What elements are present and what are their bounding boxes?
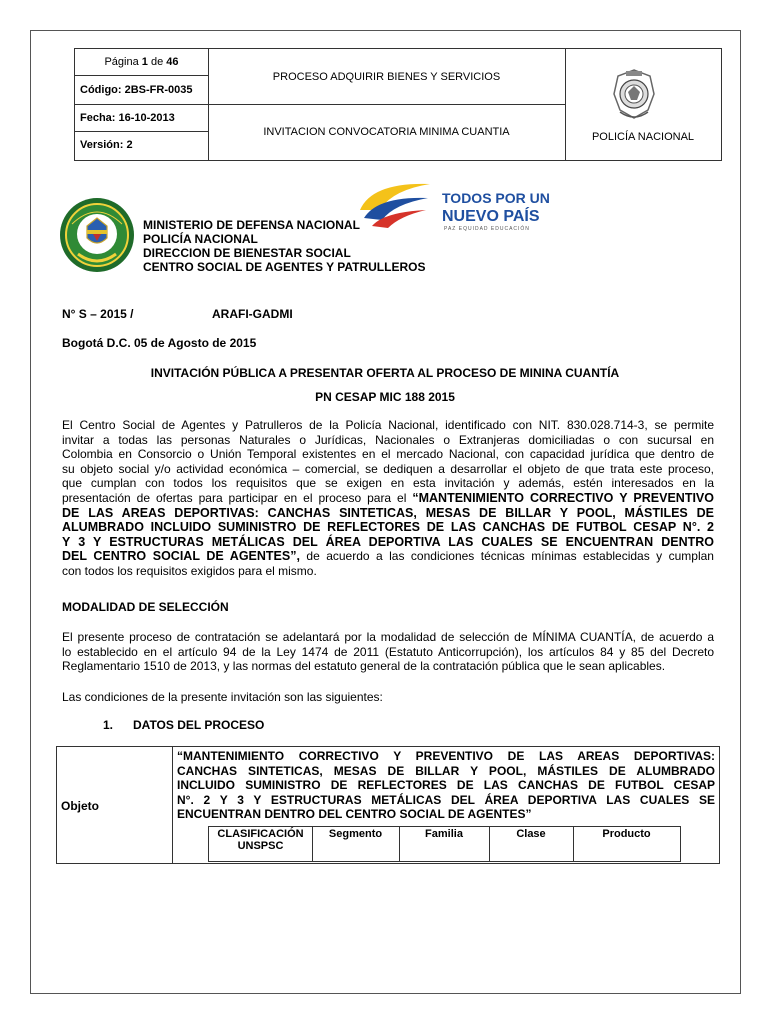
column-header-clase: Clase: [516, 828, 546, 840]
ministry-line: DIRECCION DE BIENESTAR SOCIAL: [143, 246, 351, 260]
paragraph-line: su objeto social y/o actividad económica – comercial, se dediquen a desarrollar el objeto de que trata este proceso,: [62, 461, 714, 476]
objeto-line: CANCHAS SINTETICAS, MESAS DE BILLAR Y POOL, MÁSTILES DE ALUMBRADO: [177, 763, 715, 778]
process-name: PROCESO ADQUIRIR BIENES Y SERVICIOS: [272, 71, 501, 83]
project-title-fragment: “MANTENIMIENTO CORRECTIVO Y PREVENTIVO: [412, 490, 714, 505]
invitation-type: INVITACION CONVOCATORIA MINIMA CUANTIA: [263, 126, 510, 138]
paragraph-line: [62, 491, 714, 506]
svg-text:PAZ EQUIDAD EDUCACIÓN: PAZ EQUIDAD EDUCACIÓN: [444, 226, 530, 232]
objeto-line: N°. 2 Y 3 Y ESTRUCTURAS METÁLICAS DEL ÁREA DEPORTIVA LAS CUALES SE: [177, 792, 715, 807]
entity-name: POLICÍA NACIONAL: [591, 131, 695, 143]
paragraph-line: El Centro Social de Agentes y Patrulleros de la Policía Nacional, identificado con NIT. 830.028.714-3, se permite: [62, 418, 714, 432]
column-header-clasificacion: [209, 828, 312, 861]
ministry-line: CENTRO SOCIAL DE AGENTES Y PATRULLEROS: [143, 260, 426, 274]
document-number: N° S – 2015 /: [62, 307, 134, 321]
place-date: Bogotá D.C. 05 de Agosto de 2015: [62, 336, 257, 350]
project-title-line: DE LAS AREAS DEPORTIVAS: CANCHAS SINTETICAS, MESAS DE BILLAR Y POOL, MÁSTILES DE: [62, 505, 714, 520]
svg-text:TODOS POR UN: TODOS POR UN: [442, 190, 550, 206]
police-seal-icon: [58, 196, 136, 274]
invitation-title: INVITACIÓN PÚBLICA A PRESENTAR OFERTA AL PROCESO DE MININA CUANTÍA: [150, 366, 620, 380]
intro-paragraph: [62, 418, 714, 579]
paragraph-line: lo establecido en el artículo 94 de la Ley 1474 de 2011 (Estatuto Anticorrupción), los artículos 84 y 85 del Decreto: [62, 644, 714, 659]
objeto-line: “MANTENIMIENTO CORRECTIVO Y PREVENTIVO DE LAS AREAS DEPORTIVAS:: [177, 749, 715, 763]
project-title-line: ALUMBRADO INCLUIDO SUMINISTRO DE REFLECTORES DE LAS CANCHAS DE FUTBOL CESAP N°. 2: [62, 520, 714, 535]
paragraph-line: con todos los requisitos exigidos para el mismo.: [62, 563, 317, 578]
paragraph-line: que cumplan con todos los requisitos que se exigen en esta invitación y además, estén interesados en la: [62, 476, 714, 491]
project-title-fragment: DEL CENTRO SOCIAL DE AGENTES”,: [62, 549, 300, 564]
document-code: Código: 2BS-FR-0035: [80, 84, 193, 96]
todos-por-un-nuevo-pais-logo: [358, 180, 568, 232]
paragraph-line: Colombia en Consorcio o Unión Temporal existentes en el mercado Nacional, con capacidad jurídica que dentro de: [62, 447, 714, 462]
paragraph-line: Reglamentario 1510 de 2013, y las normas del estatuto general de la contratación pública que le sean aplicables.: [62, 659, 666, 674]
paragraph-line: invitar a todas las personas Naturales o Jurídicas, Nacionales o Extranjeras domiciliadas o con sucursal en: [62, 432, 714, 447]
process-code-title: PN CESAP MIC 188 2015: [315, 390, 455, 404]
section-title-datos: DATOS DEL PROCESO: [133, 718, 265, 732]
paragraph-fragment: de acuerdo a las condiciones técnicas mínimas establecidas y cumplan: [299, 549, 714, 564]
process-data-table: [56, 746, 720, 864]
objeto-line: ENCUENTRAN DENTRO DEL CENTRO SOCIAL DE AGENTES”: [177, 807, 532, 821]
ministry-line: MINISTERIO DE DEFENSA NACIONAL: [143, 218, 360, 232]
ministry-line: POLICÍA NACIONAL: [143, 232, 258, 246]
section-heading-modalidad: MODALIDAD DE SELECCIÓN: [62, 600, 229, 614]
unspsc-table: [208, 826, 681, 862]
column-header-line: CLASIFICACIÓN: [217, 828, 304, 840]
column-header-producto: Producto: [602, 828, 651, 840]
section-number: 1.: [103, 718, 114, 732]
paragraph-line: El presente proceso de contratación se adelantará por la modalidad de selección de MÍNIMA CUANTÍA, de acuerdo a: [62, 630, 714, 644]
objeto-label: Objeto: [61, 799, 99, 813]
police-seal-small-icon: [610, 68, 658, 120]
document-date: Fecha: 16-10-2013: [80, 112, 175, 124]
column-header-familia: Familia: [425, 828, 463, 840]
document-version: Versión: 2: [80, 139, 133, 151]
objeto-value: [177, 749, 715, 822]
project-title-line: Y 3 Y ESTRUCTURAS METÁLICAS DEL ÁREA DEPORTIVA LAS CUALES SE ENCUENTRAN DENTRO: [62, 534, 714, 549]
conditions-intro: Las condiciones de la presente invitación son las siguientes:: [62, 690, 383, 704]
objeto-line: INCLUIDO SUMINISTRO DE REFLECTORES DE LAS CANCHAS DE FUTBOL CESAP: [177, 778, 715, 792]
modalidad-paragraph: [62, 630, 714, 674]
column-header-segmento: Segmento: [328, 828, 383, 840]
paragraph-line: [62, 549, 714, 564]
svg-text:NUEVO PAÍS: NUEVO PAÍS: [442, 208, 540, 225]
page-indicator: Página 1 de 46: [104, 56, 179, 68]
paragraph-fragment: presentación de ofertas para participar en el proceso para el: [62, 490, 413, 505]
document-office: ARAFI-GADMI: [212, 307, 293, 321]
column-header-line: UNSPSC: [237, 840, 284, 852]
